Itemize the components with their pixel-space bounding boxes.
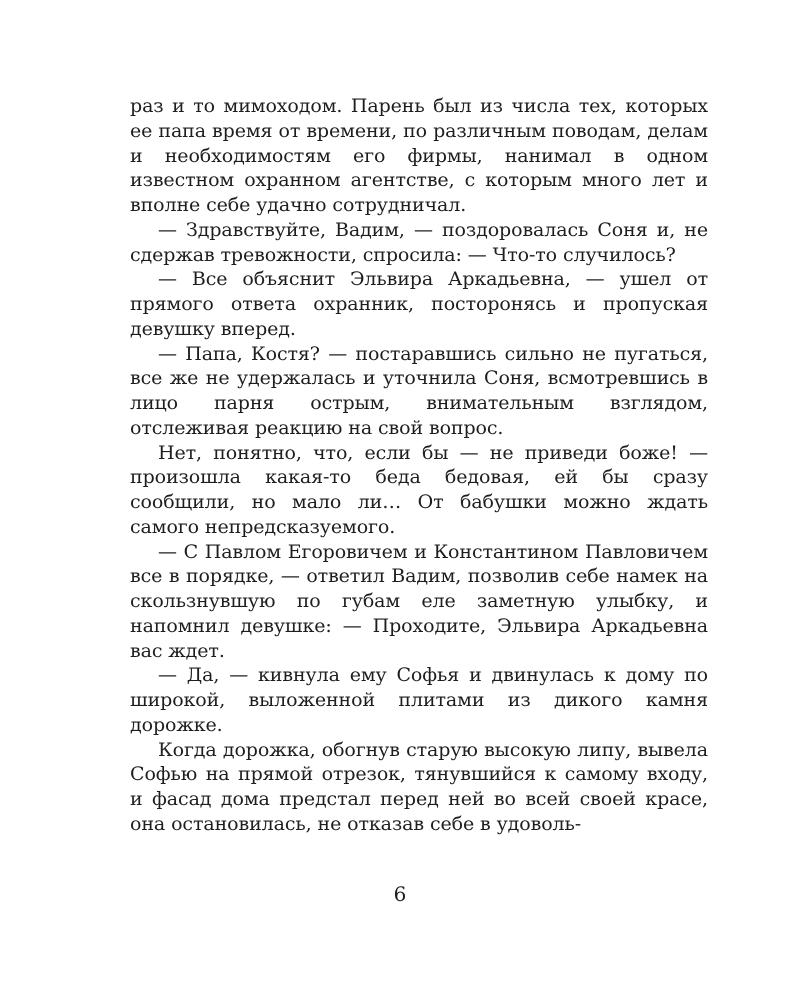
page-number: 6 (393, 882, 407, 906)
paragraph-6: — С Павлом Егоровичем и Константином Павловичем все в порядке, — ответил Вадим, позволив себе намек на скользнувшую по губам еле заметную улыбку, и напомнил девушке: — Проходите, Эльвира Аркадьевна вас ждет. (130, 540, 708, 662)
paragraph-2: — Здравствуйте, Вадим, — поздоровалась Соня и, не сдержав тревожности, спросила: — Что-то случилось? (130, 218, 708, 266)
paragraph-5: Нет, понятно, что, если бы — не приведи боже! — произошла какая-то беда бедовая, ей бы сразу сообщили, но мало ли… От бабушки можно ждать самого непредсказуемого. (130, 441, 708, 538)
page-body-text (130, 94, 708, 837)
paragraph-4: — Папа, Костя? — постаравшись сильно не пугаться, все же не удержалась и уточнила Соня, всмотревшись в лицо парня острым, внимательным взглядом, отслеживая реакцию на свой вопрос. (130, 342, 708, 439)
paragraph-7: — Да, — кивнула ему Софья и двинулась к дому по широкой, выложенной плитами из дикого камня дорожке. (130, 664, 708, 736)
paragraph-1: раз и то мимоходом. Парень был из числа тех, которых ее папа время от времени, по различным поводам, делам и необходимостям его фирмы, нанимал в одном известном охранном агентстве, с которым много лет и вполне себе удачно сотрудничал. (130, 95, 708, 216)
paragraph-3: — Все объяснит Эльвира Аркадьевна, — ушел от прямого ответа охранник, посторонясь и пропуская девушку вперед. (130, 268, 708, 340)
paragraph-8: Когда дорожка, обогнув старую высокую липу, вывела Софью на прямой отрезок, тянувшийся к самому входу, и фасад дома предстал перед ней во всей своей красе, она остановилась, не отказав себе в удоволь- (130, 738, 708, 835)
